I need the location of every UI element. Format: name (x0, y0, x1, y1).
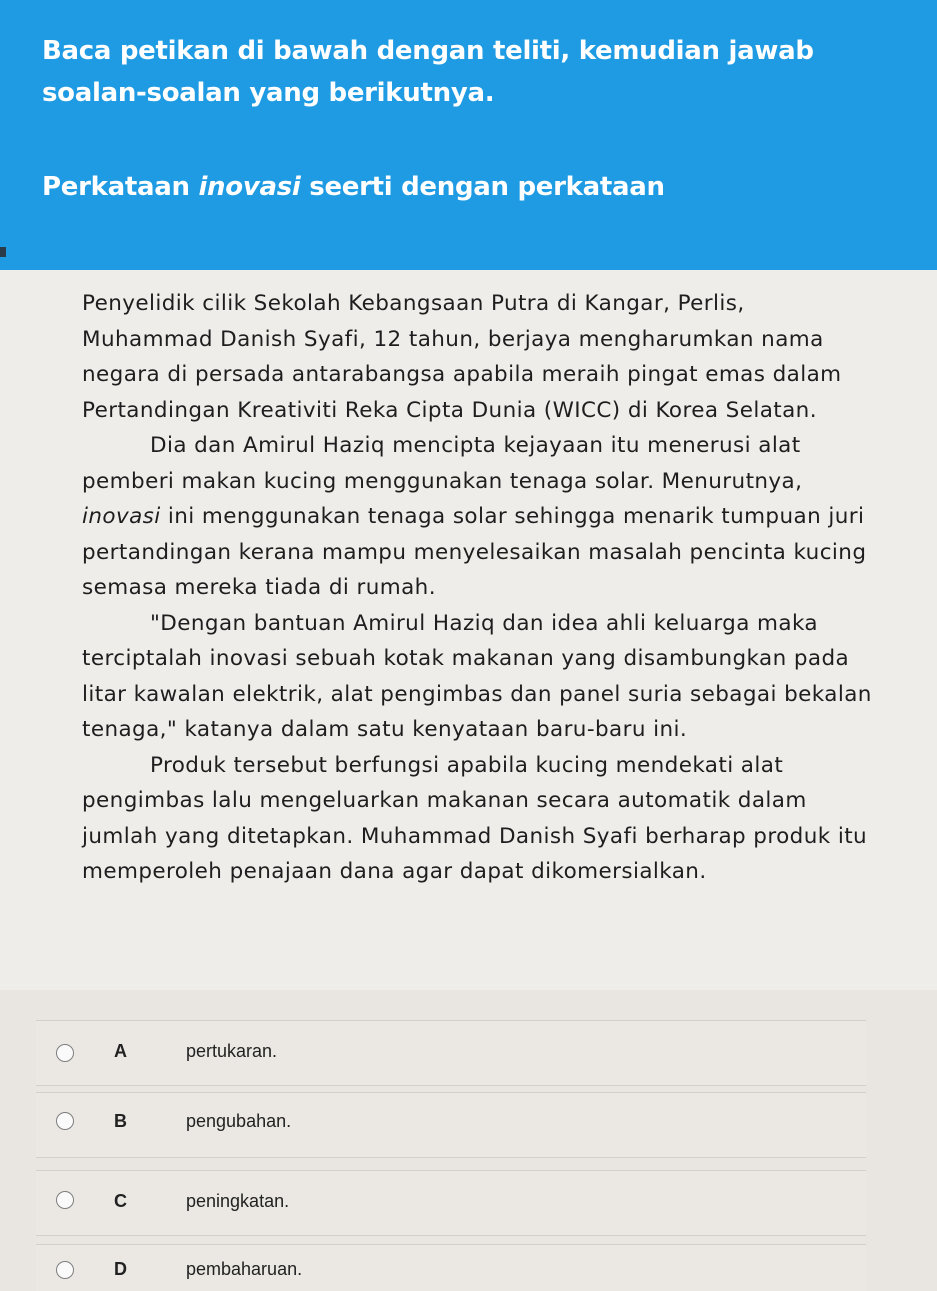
question-header (0, 0, 937, 270)
option-b[interactable] (36, 1092, 866, 1158)
passage-paragraph-2 (82, 428, 872, 606)
option-text: peningkatan. (186, 1191, 290, 1211)
passage-p2-keyword: inovasi (82, 504, 161, 529)
option-letter: B (114, 1111, 127, 1131)
passage-paragraph-3: "Dengan bantuan Amirul Haziq dan idea ahli keluarga maka terciptalah inovasi sebuah kotak makanan yang disambungkan pada litar kawalan elektrik, alat pengimbas dan panel suria sebagai bekalan tenaga," katanya dalam satu kenyataan baru-baru ini. (82, 610, 872, 742)
option-text: pengubahan. (186, 1111, 292, 1131)
passage-p2-end: ini menggunakan tenaga solar sehingga menarik tumpuan juri pertandingan kerana mampu menyelesaikan masalah pencinta kucing semasa mereka tiada di rumah. (82, 504, 867, 600)
passage (82, 286, 872, 890)
option-text: pertukaran. (186, 1041, 278, 1061)
radio-icon[interactable] (56, 1044, 74, 1062)
option-letter: D (114, 1259, 127, 1279)
question-suffix: seerti dengan perkataan (300, 172, 665, 202)
question-prefix: Perkataan (42, 172, 199, 202)
instruction-text: Baca petikan di bawah dengan teliti, kemudian jawab soalan-soalan yang berikutnya. (42, 36, 814, 108)
option-c[interactable] (36, 1170, 866, 1236)
header-marker (0, 247, 6, 257)
radio-icon[interactable] (56, 1112, 74, 1130)
question-keyword: inovasi (198, 172, 301, 202)
passage-paragraph-1: Penyelidik cilik Sekolah Kebangsaan Putra di Kangar, Perlis, Muhammad Danish Syafi, 12 tahun, berjaya mengharumkan nama negara di persada antarabangsa apabila meraih pingat emas dalam Pertandingan Kreativiti Reka Cipta Dunia (WICC) di Korea Selatan. (82, 291, 842, 423)
question-text (42, 166, 902, 208)
passage-paragraph-4: Produk tersebut berfungsi apabila kucing mendekati alat pengimbas lalu mengeluarkan makanan secara automatik dalam jumlah yang ditetapkan. Muhammad Danish Syafi berharap produk itu memperoleh penajaan dana agar dapat dikomersialkan. (82, 752, 868, 884)
radio-icon[interactable] (56, 1191, 74, 1209)
option-d[interactable] (36, 1244, 866, 1291)
passage-p2-start: Dia dan Amirul Haziq mencipta kejayaan itu menerusi alat pemberi makan kucing menggunakan tenaga solar. Menurutnya, (82, 433, 803, 494)
option-a[interactable] (36, 1020, 866, 1086)
radio-icon[interactable] (56, 1261, 74, 1279)
option-text: pembaharuan. (186, 1259, 303, 1279)
option-letter: A (114, 1041, 127, 1061)
option-letter: C (114, 1191, 127, 1211)
